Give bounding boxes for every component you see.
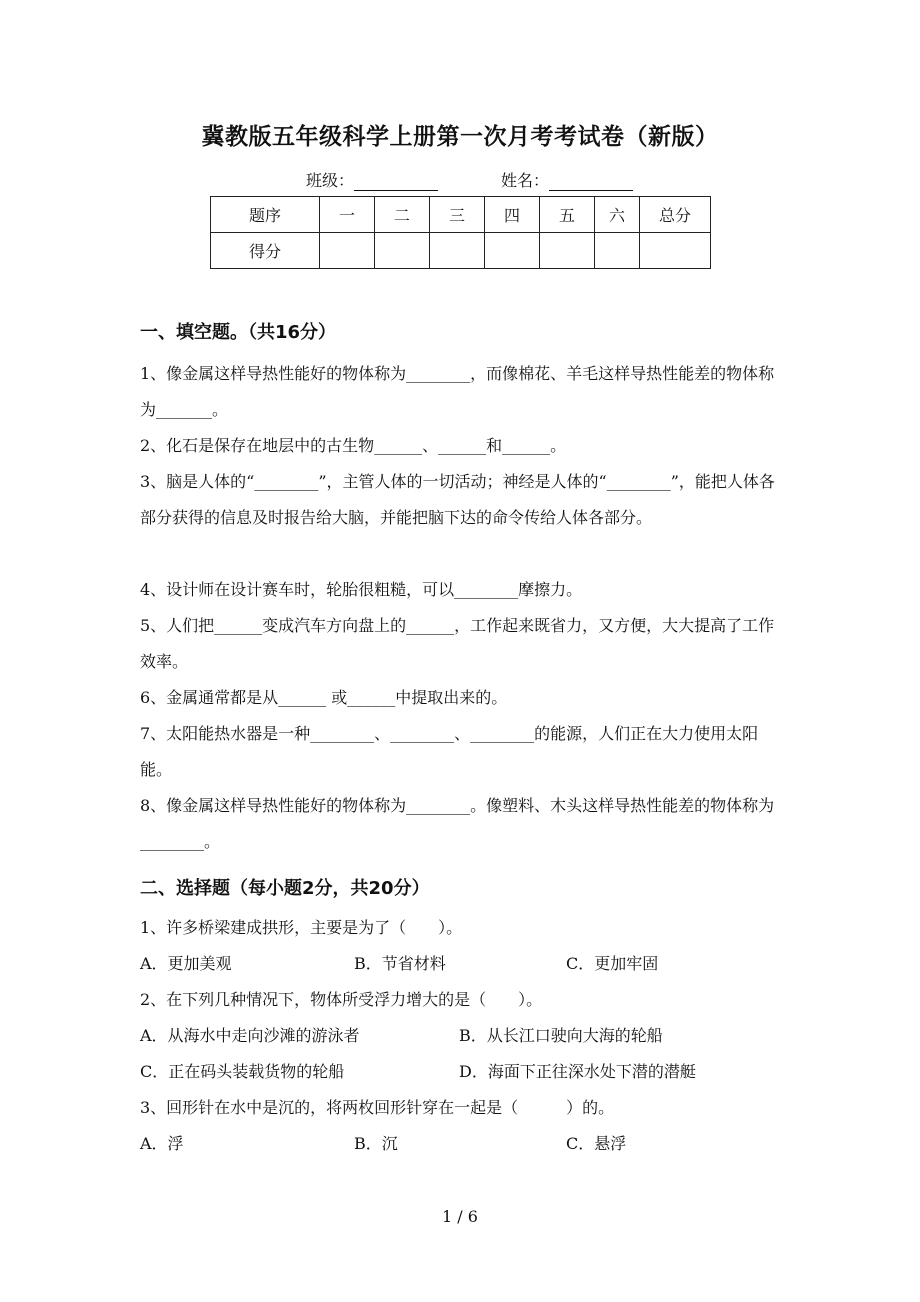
score-table-header-row — [211, 197, 711, 233]
choice-option[interactable]: A．浮 — [140, 1134, 184, 1153]
score-cell[interactable] — [375, 233, 430, 269]
score-table-row — [211, 233, 711, 269]
score-cell[interactable] — [640, 233, 711, 269]
score-cell[interactable] — [430, 233, 485, 269]
fill-question: 1、像金属这样导热性能好的物体称为________，而像棉花、羊毛这样导热性能差的物体称为_______。 — [140, 364, 775, 419]
choice-question-stem: 1、许多桥梁建成拱形，主要是为了（ ）。 — [140, 918, 463, 937]
section-heading: 二、选择题（每小题2分，共20分） — [140, 878, 430, 899]
class-label: 班级： — [306, 171, 355, 190]
fill-question: 6、金属通常都是从______ 或______中提取出来的。 — [140, 688, 508, 707]
score-header-cell: 四 — [485, 197, 540, 233]
fill-question: 7、太阳能热水器是一种________、________、________的能源，人们正在大力使用太阳能。 — [140, 724, 759, 779]
fill-question: 4、设计师在设计赛车时，轮胎很粗糙，可以________摩擦力。 — [140, 580, 583, 599]
fill-question: 2、化石是保存在地层中的古生物______、______和______。 — [140, 436, 567, 455]
score-header-cell: 二 — [375, 197, 430, 233]
choice-option[interactable]: B．从长江口驶向大海的轮船 — [459, 1026, 663, 1045]
score-cell[interactable] — [485, 233, 540, 269]
score-cell[interactable] — [540, 233, 595, 269]
score-header-cell: 六 — [595, 197, 640, 233]
choice-option[interactable]: D．海面下正往深水处下潜的潜艇 — [459, 1062, 696, 1081]
name-blank[interactable] — [549, 174, 633, 191]
name-field — [501, 168, 633, 191]
fill-question: 8、像金属这样导热性能好的物体称为________。像塑料、木头这样导热性能差的物体称为________。 — [140, 796, 775, 851]
score-header-cell: 总分 — [640, 197, 711, 233]
choice-option[interactable]: B．沉 — [354, 1134, 398, 1153]
choice-option[interactable]: C．悬浮 — [566, 1134, 627, 1153]
page-title: 冀教版五年级科学上册第一次月考考试卷（新版） — [201, 124, 719, 150]
choice-question-stem: 3、回形针在水中是沉的，将两枚回形针穿在一起是（ ）的。 — [140, 1098, 615, 1117]
class-blank[interactable] — [354, 174, 438, 191]
score-row-label: 得分 — [211, 233, 320, 269]
score-cell[interactable] — [320, 233, 375, 269]
score-header-cell: 三 — [430, 197, 485, 233]
score-header-cell: 五 — [540, 197, 595, 233]
choice-option[interactable]: B．节省材料 — [354, 954, 446, 973]
fill-question: 5、人们把______变成汽车方向盘上的______，工作起来既省力，又方便，大大提高了工作效率。 — [140, 616, 775, 671]
page-number: 1 / 6 — [442, 1207, 478, 1226]
choice-option[interactable]: A．从海水中走向沙滩的游泳者 — [140, 1026, 360, 1045]
choice-option[interactable]: C．更加牢固 — [566, 954, 659, 973]
score-table — [210, 196, 711, 269]
score-header-cell: 题序 — [211, 197, 320, 233]
class-field — [306, 168, 438, 191]
choice-question-stem: 2、在下列几种情况下，物体所受浮力增大的是（ ）。 — [140, 990, 543, 1009]
section-heading: 一、填空题。（共16分） — [140, 322, 337, 343]
choice-option[interactable]: C．正在码头装载货物的轮船 — [140, 1062, 345, 1081]
score-header-cell: 一 — [320, 197, 375, 233]
name-label: 姓名： — [501, 171, 550, 190]
fill-question: 3、脑是人体的“________”，主管人体的一切活动；神经是人体的“________”，能把人体各部分获得的信息及时报告给大脑，并能把脑下达的命令传给人体各部分。 — [140, 472, 775, 527]
choice-option[interactable]: A．更加美观 — [140, 954, 232, 973]
score-cell[interactable] — [595, 233, 640, 269]
